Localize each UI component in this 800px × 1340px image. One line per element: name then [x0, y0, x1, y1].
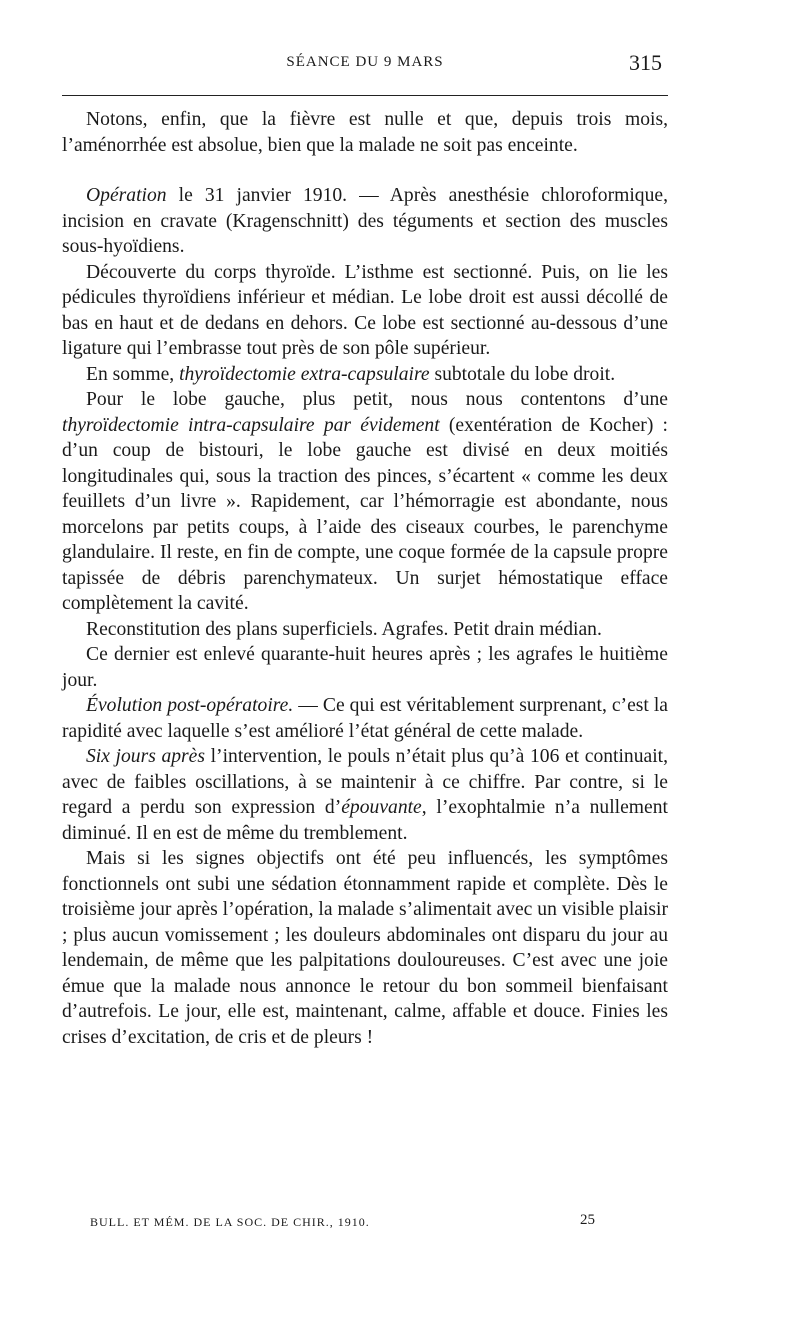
page-footer — [90, 1212, 610, 1234]
paragraph — [62, 846, 668, 1050]
italic-text-segment: épouvante — [341, 797, 422, 818]
paragraph — [62, 260, 668, 362]
text-segment: Reconstitution des plans superficiels. Agrafes. Petit drain médian. — [86, 618, 602, 640]
running-title: SÉANCE DU 9 MARS — [286, 54, 444, 70]
italic-text-segment: Évolution post-opératoire. — [86, 695, 294, 716]
paragraph — [62, 693, 668, 744]
text-segment: Découverte du corps thyroïde. L’isthme est sectionné. Puis, on lie les pédicules thyroïdiens inférieur et médian. Le lobe droit est aussi décollé de bas en haut et de dedans en dehors. Ce lobe est sectionné au-dessous d’une ligature qui l’embrasse tout près de son pôle supérieur. — [62, 261, 668, 359]
paragraph — [62, 617, 668, 643]
italic-text-segment: thyroïdectomie extra-capsulaire — [179, 363, 430, 385]
text-segment: Pour le lobe gauche, plus petit, nous nous contentons d’une — [86, 389, 668, 410]
text-segment: le 31 janvier 1910. — Après anesthésie chloroformique, incision en cravate (Kragenschnitt) des téguments et section des muscles sous-hyoïdiens. — [62, 185, 668, 257]
text-segment: (exentération de Kocher) : d’un coup de bistouri, le lobe gauche est divisé en deux moitiés longitudinales qui, sous la traction des pinces, s’écartent « comme les deux feuillets d’un livre ». Rapidement, car l’hémorragie est abondante, nous morcelons par petits coups, à l’aide des ciseaux courbes, le parenchyme glandulaire. Il reste, en fin de compte, une coque formée de la capsule propre tapissée de débris parenchymateux. Un surjet hémostatique efface complètement la cavité. — [62, 414, 668, 614]
header-rule — [62, 95, 668, 96]
page-number: 315 — [629, 50, 662, 75]
text-segment: — Ce qui est véritablement surprenant, c’est la rapidité avec laquelle s’est amélioré l’état général de cette malade. — [62, 695, 668, 742]
paragraph — [62, 642, 668, 693]
body-text — [62, 107, 668, 1050]
paragraph — [62, 183, 668, 260]
signature-mark: 25 — [580, 1212, 595, 1228]
italic-text-segment: thyroïdectomie intra-capsulaire par évidement — [62, 414, 440, 436]
text-segment: Notons, enfin, que la fièvre est nulle et que, depuis trois mois, l’aménorrhée est absolue, bien que la malade ne soit pas enceinte. — [62, 109, 668, 156]
paragraph — [62, 744, 668, 846]
paragraph — [62, 107, 668, 158]
footer-citation: BULL. ET MÉM. DE LA SOC. DE CHIR., 1910. — [90, 1215, 370, 1229]
text-segment: subtotale du lobe droit. — [429, 363, 616, 385]
text-segment: l’intervention, le pouls n’était plus qu’à 106 et continuait, avec de faibles oscillations, à se maintenir à ce chiffre. Par contre, si le regard a perdu son expression d’ — [62, 746, 668, 818]
text-segment: Ce dernier est enlevé quarante-huit heures après ; les agrafes le huitième jour. — [62, 644, 668, 691]
text-segment: En somme, — [86, 363, 180, 385]
italic-text-segment: Six jours après — [86, 746, 205, 767]
paragraph — [62, 387, 668, 617]
text-segment: Mais si les signes objectifs ont été peu influencés, les symptômes fonctionnels ont subi une sédation étonnamment rapide et complète. Dès le troisième jour après l’opération, la malade s’alimentait avec un visible plaisir ; plus aucun vomissement ; les douleurs abdominales ont disparu du jour au lendemain, de même que les palpitations douloureuses. C’est avec une joie émue que la malade nous annonce le retour du bon sommeil bienfaisant d’autrefois. Le jour, elle est, maintenant, calme, affable et douce. Finies les crises d’excitation, de cris et de pleurs ! — [62, 848, 668, 1048]
paragraph — [62, 362, 668, 388]
running-header — [60, 50, 670, 80]
text-segment: , l’exophtalmie n’a nullement diminué. Il en est de même du tremblement. — [62, 797, 668, 844]
italic-text-segment: Opération — [86, 185, 167, 206]
